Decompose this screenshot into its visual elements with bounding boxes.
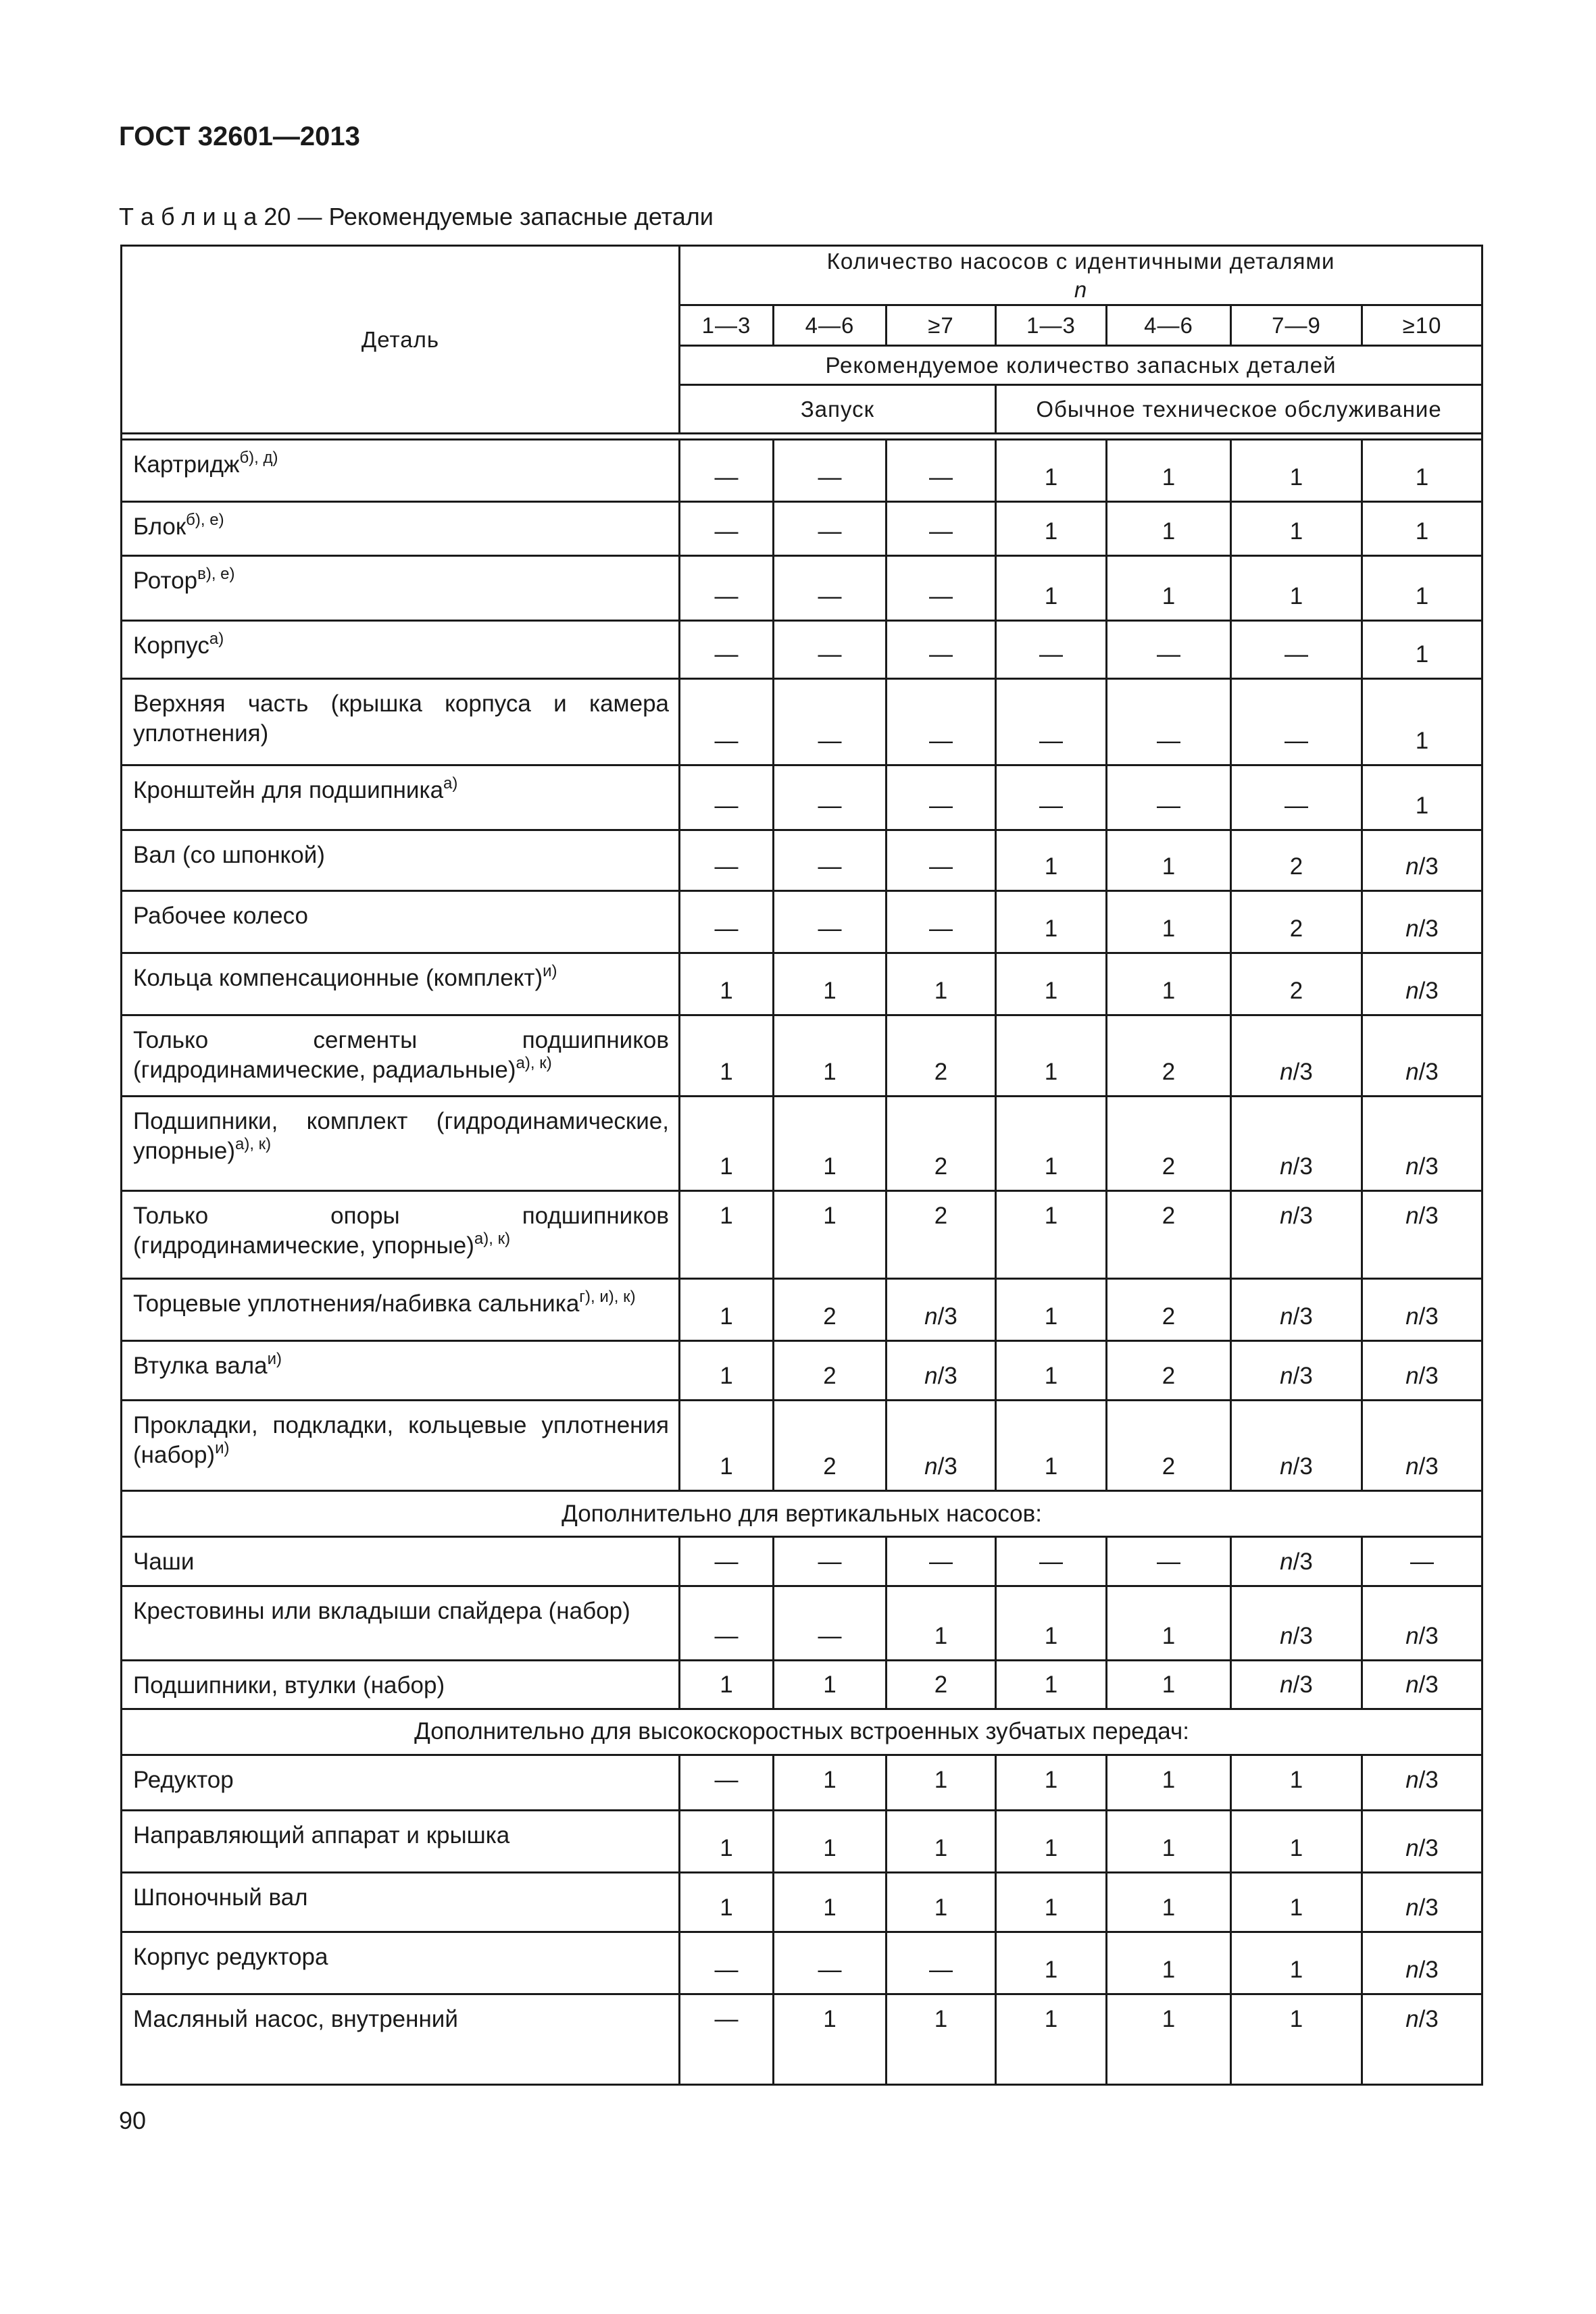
part-name: Втулка вала: [133, 1353, 268, 1379]
quantity-cell: —: [774, 556, 887, 621]
quantity-cell: 1: [1362, 502, 1482, 556]
quantity-cell: —: [680, 502, 774, 556]
quantity-cell: 1: [887, 1810, 996, 1872]
quantity-cell: 1: [1107, 1810, 1231, 1872]
quantity-cell: 1: [1362, 679, 1482, 765]
range-header-cell: ≥10: [1362, 305, 1482, 346]
quantity-cell: 1: [996, 1932, 1107, 1994]
part-name-cell: [122, 556, 680, 621]
quantity-cell: 1: [996, 1341, 1107, 1401]
quantity-cell: —: [887, 502, 996, 556]
header-spacer: [122, 434, 1482, 440]
quantity-cell: —: [1107, 1537, 1231, 1586]
quantity-cell: 2: [1107, 1401, 1231, 1491]
part-name: Подшипники, втулки (набор): [133, 1671, 445, 1699]
quantity-cell: —: [887, 556, 996, 621]
table-row: [122, 1279, 1482, 1341]
quantity-cell: 1: [996, 440, 1107, 502]
quantity-cell: —: [680, 1586, 774, 1660]
quantity-cell: 2: [887, 1191, 996, 1279]
quantity-cell: 1: [1107, 440, 1231, 502]
quantity-cell: —: [996, 1537, 1107, 1586]
quantity-cell: 2: [887, 1015, 996, 1097]
gear-section-title: Дополнительно для высокоскоростных встроенных зубчатых передач:: [122, 1709, 1482, 1755]
quantity-cell: —: [680, 440, 774, 502]
table-row: [122, 440, 1482, 502]
quantity-cell: —: [887, 765, 996, 830]
quantity-cell: 1: [996, 502, 1107, 556]
quantity-cell: 2: [1107, 1097, 1231, 1191]
quantity-cell: 1: [680, 953, 774, 1015]
quantity-cell: —: [887, 830, 996, 891]
quantity-cell: —: [680, 679, 774, 765]
quantity-cell: 2: [1107, 1015, 1231, 1097]
quantity-cell: 1: [1107, 502, 1231, 556]
footnote-reference: а), к): [235, 1134, 272, 1153]
table-row: [122, 502, 1482, 556]
part-name-cell: [122, 1097, 680, 1191]
quantity-cell: 1: [996, 556, 1107, 621]
quantity-cell: 1: [774, 953, 887, 1015]
document-header: ГОСТ 32601—2013: [119, 122, 360, 151]
quantity-cell: 1: [1107, 1994, 1231, 2084]
quantity-cell: 1: [680, 1660, 774, 1709]
quantity-cell: 1: [996, 891, 1107, 953]
part-name: Только сегменты подшипников (гидродинамические, радиальные): [133, 1027, 669, 1083]
quantity-cell: —: [680, 891, 774, 953]
quantity-cell: 2: [1231, 891, 1362, 953]
range-header-cell: 7—9: [1231, 305, 1362, 346]
quantity-cell: —: [1362, 1537, 1482, 1586]
quantity-cell: 1: [774, 1660, 887, 1709]
maintenance-header: Обычное техническое обслуживание: [996, 385, 1482, 434]
part-name-cell: [122, 1341, 680, 1401]
quantity-cell: —: [1231, 765, 1362, 830]
quantity-cell: 1: [1107, 556, 1231, 621]
part-name-cell: [122, 1401, 680, 1491]
quantity-cell: 1: [1362, 440, 1482, 502]
part-name-cell: [122, 1279, 680, 1341]
part-name-cell: [122, 1586, 680, 1660]
part-name: Направляющий аппарат и крышка: [133, 1821, 510, 1848]
pump-count-label: Количество насосов с идентичными деталями: [826, 249, 1335, 274]
quantity-cell: n/3: [1362, 1586, 1482, 1660]
table-row: [122, 1994, 1482, 2084]
quantity-cell: n/3: [1362, 891, 1482, 953]
part-name: Ротор: [133, 568, 198, 594]
quantity-cell: —: [1107, 679, 1231, 765]
quantity-cell: —: [887, 679, 996, 765]
quantity-cell: 2: [1107, 1279, 1231, 1341]
vertical-section-title: Дополнительно для вертикальных насосов:: [122, 1491, 1482, 1537]
part-name-cell: [122, 1872, 680, 1932]
table-row: [122, 1660, 1482, 1709]
quantity-cell: 1: [1231, 502, 1362, 556]
part-name: Редуктор: [133, 1766, 234, 1793]
quantity-cell: 1: [774, 1810, 887, 1872]
part-name: Только опоры подшипников (гидродинамические, упорные): [133, 1203, 669, 1259]
quantity-cell: n/3: [1231, 1537, 1362, 1586]
part-name-cell: [122, 891, 680, 953]
quantity-cell: n/3: [887, 1279, 996, 1341]
table-row: [122, 556, 1482, 621]
quantity-cell: n/3: [1231, 1279, 1362, 1341]
quantity-cell: —: [996, 621, 1107, 679]
footnote-reference: б), д): [239, 449, 278, 467]
page-number: 90: [119, 2107, 147, 2134]
quantity-cell: n/3: [887, 1401, 996, 1491]
table-row: [122, 830, 1482, 891]
pump-count-variable: n: [1074, 276, 1088, 302]
quantity-cell: —: [774, 1586, 887, 1660]
quantity-cell: n/3: [1362, 1015, 1482, 1097]
quantity-cell: 1: [996, 830, 1107, 891]
quantity-cell: 1: [1107, 953, 1231, 1015]
range-header-cell: 4—6: [774, 305, 887, 346]
footnote-reference: а): [209, 630, 224, 648]
part-name: Верхняя часть (крышка корпуса и камера уплотнения): [133, 690, 669, 747]
quantity-cell: 1: [996, 1401, 1107, 1491]
quantity-cell: —: [887, 621, 996, 679]
quantity-cell: 1: [1107, 1755, 1231, 1810]
quantity-cell: 1: [1231, 556, 1362, 621]
quantity-cell: 1: [1231, 1872, 1362, 1932]
quantity-cell: 1: [996, 1586, 1107, 1660]
quantity-cell: —: [887, 891, 996, 953]
quantity-cell: 1: [887, 953, 996, 1015]
quantity-cell: —: [680, 1755, 774, 1810]
quantity-cell: 1: [887, 1872, 996, 1932]
part-name-cell: [122, 953, 680, 1015]
part-name-cell: [122, 1015, 680, 1097]
part-name: Шпоночный вал: [133, 1884, 308, 1911]
quantity-cell: —: [774, 440, 887, 502]
quantity-cell: 1: [996, 1191, 1107, 1279]
quantity-cell: n/3: [1362, 1097, 1482, 1191]
footnote-reference: и): [543, 962, 557, 980]
quantity-cell: 1: [774, 1755, 887, 1810]
quantity-cell: n/3: [1362, 1401, 1482, 1491]
gear-parts-body: [122, 1755, 1482, 2084]
quantity-cell: n/3: [1231, 1191, 1362, 1279]
quantity-cell: 1: [1107, 1586, 1231, 1660]
part-column-label: Деталь: [361, 326, 440, 352]
quantity-cell: 1: [680, 1015, 774, 1097]
part-name: Прокладки, подкладки, кольцевые уплотнения (набор): [133, 1412, 669, 1468]
quantity-cell: 1: [996, 1015, 1107, 1097]
quantity-cell: 1: [1231, 1755, 1362, 1810]
table-caption: Т а б л и ц а 20 — Рекомендуемые запасные детали: [119, 203, 714, 230]
quantity-cell: 1: [680, 1401, 774, 1491]
footnote-reference: б), е): [186, 511, 224, 529]
quantity-cell: 1: [680, 1341, 774, 1401]
footnote-reference: г), и), к): [579, 1288, 636, 1306]
part-name-cell: [122, 1994, 680, 2084]
quantity-cell: —: [680, 1537, 774, 1586]
table-row: [122, 1341, 1482, 1401]
quantity-cell: 1: [1231, 1932, 1362, 1994]
part-name-cell: [122, 1537, 680, 1586]
part-name: Рабочее колесо: [133, 903, 308, 929]
table-row: [122, 765, 1482, 830]
part-name: Кронштейн для подшипника: [133, 777, 444, 803]
quantity-cell: 1: [1231, 440, 1362, 502]
quantity-cell: —: [680, 765, 774, 830]
table-head: [122, 246, 1482, 440]
quantity-cell: n/3: [1231, 1097, 1362, 1191]
quantity-cell: —: [680, 1932, 774, 1994]
recommended-quantity-header: Рекомендуемое количество запасных деталей: [680, 346, 1482, 385]
quantity-cell: —: [1107, 621, 1231, 679]
table-row: [122, 1401, 1482, 1491]
footnote-reference: в), е): [197, 565, 235, 583]
part-name: Корпус: [133, 632, 209, 659]
quantity-cell: —: [774, 891, 887, 953]
table-row: [122, 1191, 1482, 1279]
vertical-pumps-section: [122, 1491, 1482, 1537]
quantity-cell: 2: [774, 1401, 887, 1491]
quantity-cell: n/3: [1362, 1872, 1482, 1932]
footnote-reference: а), к): [474, 1229, 511, 1248]
quantity-cell: 1: [996, 1994, 1107, 2084]
quantity-cell: 1: [1107, 830, 1231, 891]
quantity-cell: 1: [996, 1097, 1107, 1191]
quantity-cell: 1: [887, 1755, 996, 1810]
table-row: [122, 1537, 1482, 1586]
part-name-cell: [122, 1191, 680, 1279]
quantity-cell: 1: [996, 1872, 1107, 1932]
quantity-cell: n/3: [1362, 1810, 1482, 1872]
part-name: Торцевые уплотнения/набивка сальника: [133, 1290, 580, 1317]
part-name-cell: [122, 830, 680, 891]
quantity-cell: 1: [1107, 1932, 1231, 1994]
quantity-cell: 1: [680, 1279, 774, 1341]
quantity-cell: n/3: [887, 1341, 996, 1401]
quantity-cell: —: [680, 556, 774, 621]
quantity-cell: n/3: [1231, 1401, 1362, 1491]
quantity-cell: 1: [996, 953, 1107, 1015]
quantity-cell: —: [1231, 679, 1362, 765]
quantity-cell: —: [774, 502, 887, 556]
quantity-cell: n/3: [1231, 1660, 1362, 1709]
quantity-cell: 1: [680, 1872, 774, 1932]
quantity-cell: 1: [887, 1586, 996, 1660]
part-name: Блок: [133, 513, 186, 540]
quantity-cell: 1: [774, 1015, 887, 1097]
table-row: [122, 1097, 1482, 1191]
part-name: Крестовины или вкладыши спайдера (набор): [133, 1597, 630, 1624]
quantity-cell: 1: [996, 1810, 1107, 1872]
quantity-cell: n/3: [1362, 1660, 1482, 1709]
quantity-cell: n/3: [1362, 953, 1482, 1015]
quantity-cell: 1: [1231, 1994, 1362, 2084]
part-name: Масляный насос, внутренний: [133, 2005, 458, 2032]
part-name-cell: [122, 765, 680, 830]
quantity-cell: —: [774, 621, 887, 679]
table-row: [122, 1872, 1482, 1932]
quantity-cell: 1: [680, 1191, 774, 1279]
quantity-cell: —: [680, 621, 774, 679]
table-row: [122, 1015, 1482, 1097]
quantity-cell: 1: [1362, 765, 1482, 830]
quantity-cell: n/3: [1231, 1015, 1362, 1097]
footnote-reference: а), к): [516, 1053, 552, 1072]
part-name: Корпус редуктора: [133, 1943, 328, 1970]
part-name: Картридж: [133, 451, 240, 478]
quantity-cell: 1: [1362, 556, 1482, 621]
quantity-cell: 1: [996, 1660, 1107, 1709]
table-row: [122, 891, 1482, 953]
quantity-cell: 2: [1107, 1191, 1231, 1279]
quantity-cell: 1: [1107, 1660, 1231, 1709]
quantity-cell: 2: [887, 1097, 996, 1191]
quantity-cell: 1: [1107, 1872, 1231, 1932]
quantity-cell: 1: [680, 1097, 774, 1191]
table-row: [122, 621, 1482, 679]
part-name: Чаши: [133, 1549, 195, 1575]
quantity-cell: —: [887, 1537, 996, 1586]
footnote-reference: и): [267, 1350, 282, 1368]
range-header-cell: 4—6: [1107, 305, 1231, 346]
quantity-cell: 1: [1107, 891, 1231, 953]
table-row: [122, 1810, 1482, 1872]
quantity-cell: n/3: [1362, 830, 1482, 891]
part-name-cell: [122, 502, 680, 556]
startup-header: Запуск: [680, 385, 996, 434]
quantity-cell: 2: [1231, 953, 1362, 1015]
quantity-cell: 1: [774, 1872, 887, 1932]
part-name-cell: [122, 1932, 680, 1994]
part-name-cell: [122, 621, 680, 679]
quantity-cell: 2: [887, 1660, 996, 1709]
part-name: Подшипники, комплект (гидродинамические, упорные): [133, 1108, 669, 1164]
quantity-cell: 2: [774, 1341, 887, 1401]
quantity-cell: n/3: [1362, 1932, 1482, 1994]
part-name-cell: [122, 1660, 680, 1709]
footnote-reference: и): [215, 1438, 230, 1457]
quantity-cell: 1: [887, 1994, 996, 2084]
part-name-cell: [122, 679, 680, 765]
table-row: [122, 1932, 1482, 1994]
quantity-cell: n/3: [1362, 1341, 1482, 1401]
quantity-cell: 2: [774, 1279, 887, 1341]
part-column-header: [122, 246, 680, 434]
quantity-cell: 2: [1231, 830, 1362, 891]
spare-parts-table: [120, 245, 1483, 2086]
table-row: [122, 953, 1482, 1015]
main-parts-body: [122, 440, 1482, 1491]
quantity-cell: n/3: [1231, 1586, 1362, 1660]
quantity-cell: n/3: [1231, 1341, 1362, 1401]
quantity-cell: —: [996, 679, 1107, 765]
quantity-cell: —: [774, 679, 887, 765]
range-header-cell: 1—3: [680, 305, 774, 346]
part-name: Вал (со шпонкой): [133, 842, 325, 868]
quantity-cell: —: [887, 1932, 996, 1994]
quantity-cell: n/3: [1362, 1191, 1482, 1279]
quantity-cell: 1: [774, 1191, 887, 1279]
quantity-cell: 1: [996, 1279, 1107, 1341]
quantity-cell: 1: [774, 1994, 887, 2084]
table-row: [122, 1755, 1482, 1810]
quantity-cell: —: [774, 830, 887, 891]
quantity-cell: n/3: [1362, 1994, 1482, 2084]
quantity-cell: 1: [774, 1097, 887, 1191]
gear-section: [122, 1709, 1482, 1755]
quantity-cell: 2: [1107, 1341, 1231, 1401]
quantity-cell: —: [1231, 621, 1362, 679]
quantity-cell: —: [1107, 765, 1231, 830]
quantity-cell: 1: [1231, 1810, 1362, 1872]
quantity-cell: 1: [996, 1755, 1107, 1810]
quantity-cell: —: [680, 830, 774, 891]
table-row: [122, 679, 1482, 765]
quantity-cell: 1: [680, 1810, 774, 1872]
quantity-cell: n/3: [1362, 1279, 1482, 1341]
part-name: Кольца компенсационные (комплект): [133, 965, 543, 991]
part-name-cell: [122, 1810, 680, 1872]
quantity-cell: —: [996, 765, 1107, 830]
quantity-cell: —: [774, 765, 887, 830]
quantity-cell: n/3: [1362, 1755, 1482, 1810]
table-row: [122, 1586, 1482, 1660]
quantity-cell: —: [774, 1537, 887, 1586]
footnote-reference: а): [443, 774, 458, 793]
quantity-cell: —: [680, 1994, 774, 2084]
quantity-cell: 1: [1362, 621, 1482, 679]
quantity-cell: —: [887, 440, 996, 502]
part-name-cell: [122, 440, 680, 502]
pump-count-group-header: [680, 246, 1482, 305]
range-header-cell: ≥7: [887, 305, 996, 346]
range-header-cell: 1—3: [996, 305, 1107, 346]
part-name-cell: [122, 1755, 680, 1810]
quantity-cell: —: [774, 1932, 887, 1994]
vertical-parts-body: [122, 1537, 1482, 1709]
